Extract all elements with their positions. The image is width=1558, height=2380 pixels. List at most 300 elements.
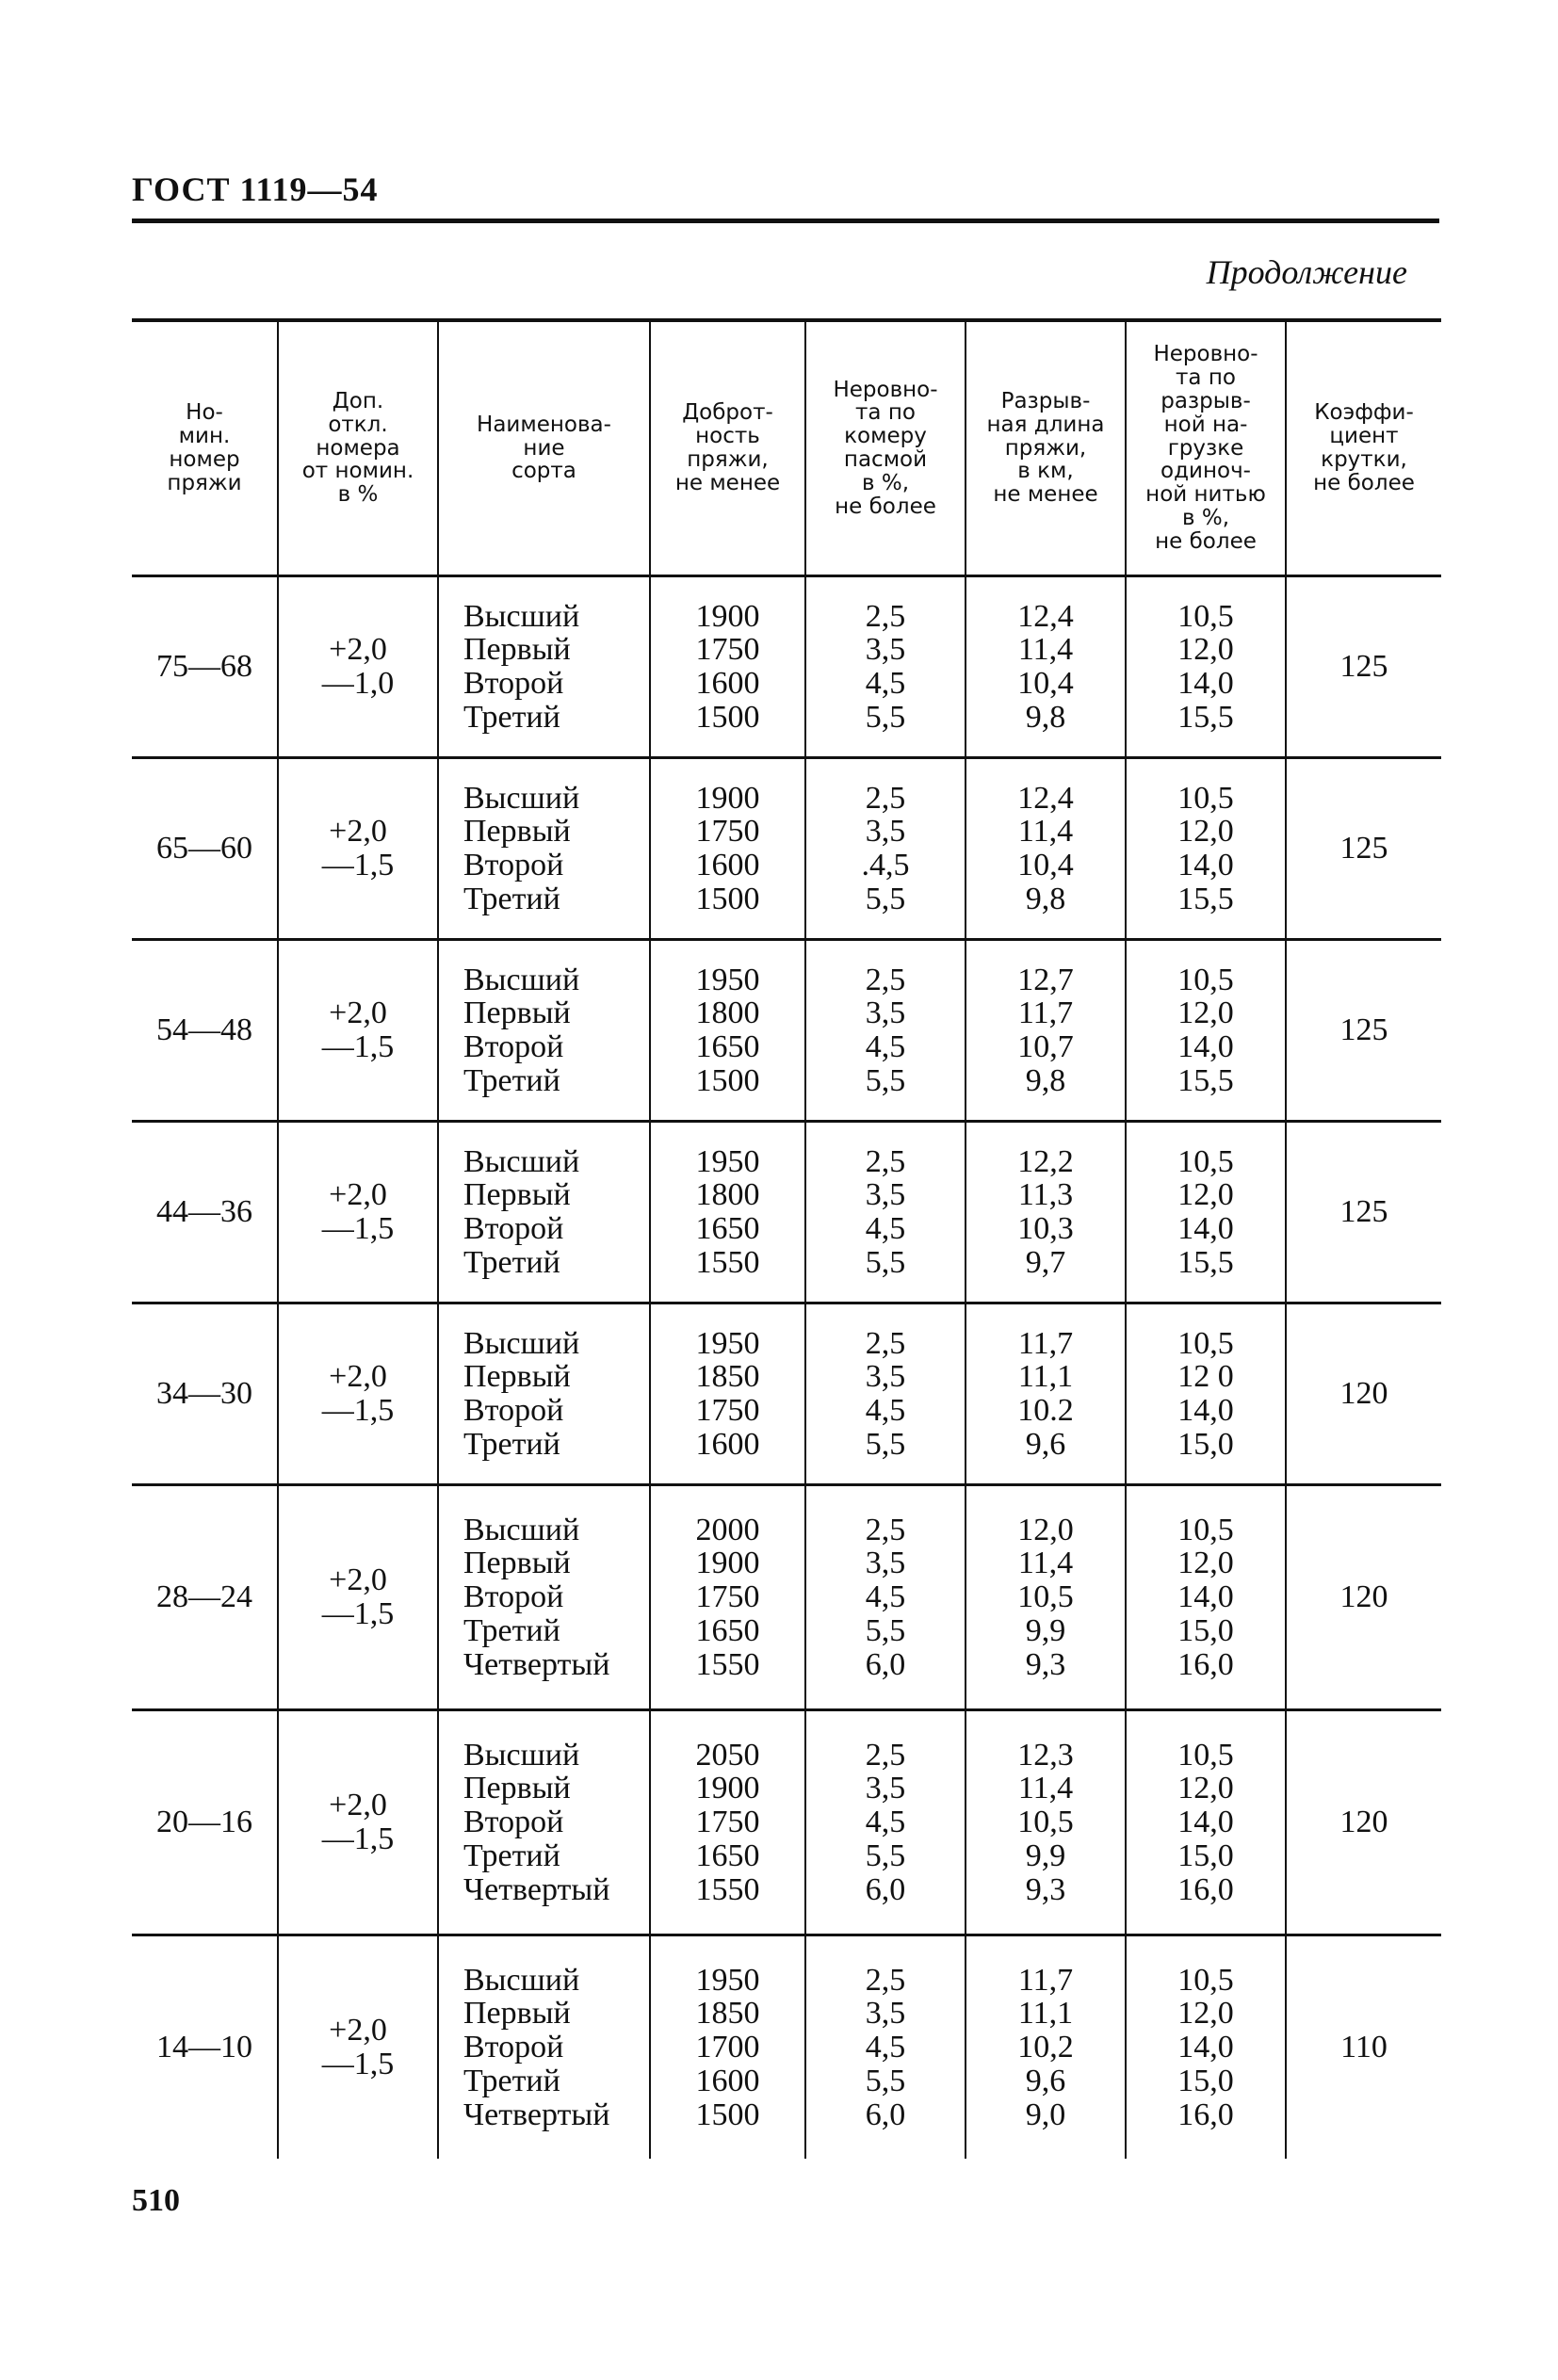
cell-line: 10,5 xyxy=(1177,598,1234,634)
cell-line: 10,5 xyxy=(1177,962,1234,997)
cell-line: 5,5 xyxy=(865,881,906,916)
cell-line: Второй xyxy=(463,1579,564,1615)
cell-line: Первый xyxy=(463,1771,571,1806)
cell-line: пряжи xyxy=(167,470,242,495)
page-number: 510 xyxy=(132,2183,180,2218)
nominal-cell: 14—10 xyxy=(156,2030,252,2065)
cell-line: 14,0 xyxy=(1177,2030,1234,2065)
cell-line: 14,0 xyxy=(1177,1211,1234,1246)
cell-line: +2,0 xyxy=(329,996,387,1031)
cell-line: 10,5 xyxy=(1177,1962,1234,1998)
unevenness-skein-cell xyxy=(805,940,966,1122)
cell-line: 10,2 xyxy=(1017,2030,1074,2065)
cell-line: 11,7 xyxy=(1017,996,1074,1031)
unevenness-single-cell xyxy=(1126,940,1286,1122)
cell-line: +2,0 xyxy=(329,814,387,850)
cell-line: 3,5 xyxy=(865,1771,906,1806)
table-header-row xyxy=(132,320,1441,576)
cell-line: пасмой xyxy=(843,447,928,472)
nominal-cell: 44—36 xyxy=(156,1194,252,1230)
cell-line: 2000 xyxy=(695,1512,760,1547)
quality-cell xyxy=(650,1122,805,1303)
cell-line: 9,7 xyxy=(1025,1244,1066,1280)
cell-line: 2,5 xyxy=(865,1737,906,1773)
cell-line: 1500 xyxy=(695,2097,760,2132)
quality-cell xyxy=(650,1710,805,1935)
cell-line: Доброт- xyxy=(682,400,773,426)
cell-line: 5,5 xyxy=(865,1062,906,1098)
cell-line: 1700 xyxy=(695,2030,760,2065)
cell-line: 2,5 xyxy=(865,598,906,634)
cell-line: Высший xyxy=(463,1325,580,1361)
header-rule xyxy=(132,219,1439,223)
nominal-cell: 20—16 xyxy=(156,1805,252,1840)
cell-line: +2,0 xyxy=(329,1359,387,1395)
cell-line: 9,6 xyxy=(1025,2063,1066,2098)
cell-line: 11,4 xyxy=(1017,814,1074,850)
cell-line: 1750 xyxy=(695,632,760,668)
cell-line: 10.2 xyxy=(1017,1393,1074,1428)
header-grade xyxy=(438,320,650,576)
cell-line: 1850 xyxy=(695,1996,760,2032)
cell-line: 16,0 xyxy=(1177,2097,1234,2132)
twist-cell: 110 xyxy=(1286,1935,1441,2160)
breaking-length-cell xyxy=(966,1935,1126,2160)
unevenness-skein-cell xyxy=(805,1710,966,1935)
quality-cell xyxy=(650,758,805,940)
unevenness-single-cell xyxy=(1126,1485,1286,1710)
cell-line: Четвертый xyxy=(463,2097,610,2132)
cell-line: 5,5 xyxy=(865,1244,906,1280)
header-nominal xyxy=(132,320,278,576)
unevenness-single-cell xyxy=(1126,1122,1286,1303)
cell-line: 4,5 xyxy=(865,1211,906,1246)
unevenness-skein-cell xyxy=(805,1485,966,1710)
twist-cell: 120 xyxy=(1286,1485,1441,1710)
cell-line: ние xyxy=(523,435,565,461)
breaking-length-cell xyxy=(966,1485,1126,1710)
cell-line: 12,0 xyxy=(1177,1546,1234,1581)
cell-line: 15,0 xyxy=(1177,2063,1234,2098)
cell-line: 1550 xyxy=(695,1244,760,1280)
cell-line: 11,3 xyxy=(1017,1177,1074,1213)
cell-line: —1,5 xyxy=(321,1596,395,1631)
grade-cell xyxy=(438,1485,650,1710)
cell-line: Высший xyxy=(463,962,580,997)
twist-cell: 120 xyxy=(1286,1303,1441,1485)
cell-line: 11,4 xyxy=(1017,1771,1074,1806)
cell-line: разрыв- xyxy=(1160,388,1251,413)
cell-line: не более xyxy=(1313,470,1415,495)
unevenness-skein-cell xyxy=(805,758,966,940)
cell-line: 2,5 xyxy=(865,780,906,816)
cell-line: Неровно- xyxy=(833,377,938,402)
grade-cell xyxy=(438,1710,650,1935)
cell-line: 1600 xyxy=(695,2063,760,2098)
cell-line: Первый xyxy=(463,632,571,668)
cell-line: 1600 xyxy=(695,848,760,882)
cell-line: 15,5 xyxy=(1177,699,1234,735)
header-unevenness-single xyxy=(1126,320,1286,576)
cell-line: 12 0 xyxy=(1177,1359,1234,1395)
cell-line: в %, xyxy=(1181,506,1230,531)
cell-line: Второй xyxy=(463,1393,564,1428)
cell-line: 2,5 xyxy=(865,962,906,997)
cell-line: Второй xyxy=(463,1805,564,1840)
cell-line: номера xyxy=(316,435,400,461)
cell-line: 2,5 xyxy=(865,1512,906,1547)
cell-line: Доп. xyxy=(332,388,384,413)
cell-line: грузке xyxy=(1167,435,1244,461)
unevenness-single-cell xyxy=(1126,576,1286,758)
table-row xyxy=(132,1485,1441,1710)
header-tolerance xyxy=(278,320,438,576)
cell-line: 12,2 xyxy=(1017,1143,1074,1179)
cell-line: 10,5 xyxy=(1177,780,1234,816)
unevenness-single-cell xyxy=(1126,1935,1286,2160)
cell-line: 10,5 xyxy=(1177,1737,1234,1773)
cell-line: 1950 xyxy=(695,1143,760,1179)
cell-line: 1950 xyxy=(695,1325,760,1361)
cell-line: 11,4 xyxy=(1017,1546,1074,1581)
breaking-length-cell xyxy=(966,1122,1126,1303)
cell-line: 15,5 xyxy=(1177,1244,1234,1280)
cell-line: 3,5 xyxy=(865,1359,906,1395)
cell-line: ной на- xyxy=(1163,412,1248,437)
cell-line: Первый xyxy=(463,1359,571,1395)
cell-line: 15,5 xyxy=(1177,881,1234,916)
cell-line: 1650 xyxy=(695,1029,760,1064)
cell-line: 10,4 xyxy=(1017,848,1074,882)
cell-line: 9,8 xyxy=(1025,881,1066,916)
cell-line: Первый xyxy=(463,814,571,850)
tolerance-cell xyxy=(278,1485,438,1710)
cell-line: Высший xyxy=(463,1962,580,1998)
cell-line: 1600 xyxy=(695,666,760,701)
cell-line: сорта xyxy=(511,459,576,484)
cell-line: Коэффи- xyxy=(1314,400,1414,426)
cell-line: 4,5 xyxy=(865,1579,906,1615)
cell-line: 11,7 xyxy=(1017,1962,1074,1998)
cell-line: Первый xyxy=(463,1546,571,1581)
cell-line: ность xyxy=(695,424,760,449)
header-twist xyxy=(1286,320,1441,576)
cell-line: —1,0 xyxy=(321,666,395,701)
cell-line: 15,0 xyxy=(1177,1612,1234,1648)
cell-line: Второй xyxy=(463,1211,564,1246)
header-unevenness-skein xyxy=(805,320,966,576)
cell-line: Высший xyxy=(463,780,580,816)
cell-line: 16,0 xyxy=(1177,1646,1234,1682)
table-row xyxy=(132,1303,1441,1485)
tolerance-cell xyxy=(278,576,438,758)
tolerance-cell xyxy=(278,1122,438,1303)
tolerance-cell xyxy=(278,1303,438,1485)
cell-line: 1500 xyxy=(695,1062,760,1098)
grade-cell xyxy=(438,1303,650,1485)
cell-line: —1,5 xyxy=(321,2047,395,2081)
cell-line: 5,5 xyxy=(865,1426,906,1462)
unevenness-skein-cell xyxy=(805,576,966,758)
cell-line: не более xyxy=(835,494,936,519)
cell-line: 2,5 xyxy=(865,1325,906,1361)
cell-line: 1900 xyxy=(695,1546,760,1581)
cell-line: Но- xyxy=(186,400,223,426)
cell-line: 5,5 xyxy=(865,699,906,735)
cell-line: Третий xyxy=(463,1062,560,1098)
cell-line: 5,5 xyxy=(865,2063,906,2098)
cell-line: 1650 xyxy=(695,1612,760,1648)
cell-line: 14,0 xyxy=(1177,666,1234,701)
cell-line: 1900 xyxy=(695,780,760,816)
cell-line: Второй xyxy=(463,848,564,882)
unevenness-single-cell xyxy=(1126,758,1286,940)
cell-line: 3,5 xyxy=(865,1546,906,1581)
cell-line: 1500 xyxy=(695,881,760,916)
cell-line: номер xyxy=(169,447,240,472)
cell-line: 4,5 xyxy=(865,1029,906,1064)
cell-line: 1750 xyxy=(695,1805,760,1840)
nominal-cell: 28—24 xyxy=(156,1579,252,1615)
cell-line: 1550 xyxy=(695,1871,760,1907)
cell-line: 10,5 xyxy=(1017,1579,1074,1615)
cell-line: 15,5 xyxy=(1177,1062,1234,1098)
cell-line: 1600 xyxy=(695,1426,760,1462)
cell-line: Второй xyxy=(463,2030,564,2065)
cell-line: —1,5 xyxy=(321,1821,395,1856)
cell-line: та по xyxy=(855,400,916,426)
cell-line: одиноч- xyxy=(1160,459,1251,484)
cell-line: 1800 xyxy=(695,996,760,1031)
cell-line: 14,0 xyxy=(1177,1579,1234,1615)
cell-line: 3,5 xyxy=(865,1177,906,1213)
cell-line: 3,5 xyxy=(865,1996,906,2032)
cell-line: 1750 xyxy=(695,814,760,850)
cell-line: 5,5 xyxy=(865,1838,906,1873)
page-header: ГОСТ 1119—54 xyxy=(132,170,379,208)
cell-line: 15,0 xyxy=(1177,1426,1234,1462)
cell-line: не менее xyxy=(674,470,781,495)
table-row xyxy=(132,1122,1441,1303)
cell-line: +2,0 xyxy=(329,1562,387,1598)
quality-cell xyxy=(650,940,805,1122)
unevenness-skein-cell xyxy=(805,1935,966,2160)
cell-line: циент xyxy=(1329,424,1399,449)
grade-cell xyxy=(438,576,650,758)
table-row xyxy=(132,758,1441,940)
cell-line: 14,0 xyxy=(1177,1393,1234,1428)
cell-line: 9,3 xyxy=(1025,1871,1066,1907)
twist-cell: 125 xyxy=(1286,758,1441,940)
cell-line: не более xyxy=(1155,528,1257,554)
table-row xyxy=(132,1935,1441,2160)
cell-line: Высший xyxy=(463,1512,580,1547)
cell-line: 5,5 xyxy=(865,1612,906,1648)
quality-cell xyxy=(650,1935,805,2160)
cell-line: Четвертый xyxy=(463,1871,610,1907)
cell-line: Четвертый xyxy=(463,1646,610,1682)
cell-line: 2,5 xyxy=(865,1143,906,1179)
cell-line: 10,5 xyxy=(1017,1805,1074,1840)
cell-line: 1750 xyxy=(695,1393,760,1428)
cell-line: ная длина xyxy=(986,412,1105,437)
breaking-length-cell xyxy=(966,576,1126,758)
cell-line: 1650 xyxy=(695,1211,760,1246)
breaking-length-cell xyxy=(966,940,1126,1122)
cell-line: 9,8 xyxy=(1025,1062,1066,1098)
cell-line: комеру xyxy=(844,424,927,449)
cell-line: Второй xyxy=(463,1029,564,1064)
cell-line: +2,0 xyxy=(329,1788,387,1823)
grade-cell xyxy=(438,940,650,1122)
cell-line: крутки, xyxy=(1321,447,1407,472)
cell-line: +2,0 xyxy=(329,2013,387,2048)
cell-line: пряжи, xyxy=(687,447,769,472)
tolerance-cell xyxy=(278,940,438,1122)
breaking-length-cell xyxy=(966,758,1126,940)
cell-line: 12,3 xyxy=(1017,1737,1074,1773)
cell-line: 9,8 xyxy=(1025,699,1066,735)
grade-cell xyxy=(438,1935,650,2160)
cell-line: Высший xyxy=(463,598,580,634)
cell-line: 12,0 xyxy=(1177,1177,1234,1213)
cell-line: 14,0 xyxy=(1177,1805,1234,1840)
cell-line: 10,5 xyxy=(1177,1512,1234,1547)
cell-line: 14,0 xyxy=(1177,1029,1234,1064)
cell-line: та по xyxy=(1176,365,1236,391)
cell-line: Первый xyxy=(463,996,571,1031)
cell-line: 11,1 xyxy=(1017,1359,1074,1395)
tolerance-cell xyxy=(278,1935,438,2160)
quality-cell xyxy=(650,1303,805,1485)
cell-line: в % xyxy=(337,482,379,508)
cell-line: 11,4 xyxy=(1017,632,1074,668)
cell-line: 12,0 xyxy=(1177,814,1234,850)
table-row xyxy=(132,576,1441,758)
cell-line: 10,7 xyxy=(1017,1029,1074,1064)
nominal-cell: 34—30 xyxy=(156,1376,252,1412)
cell-line: +2,0 xyxy=(329,1177,387,1213)
cell-line: 4,5 xyxy=(865,2030,906,2065)
cell-line: 10,3 xyxy=(1017,1211,1074,1246)
cell-line: 10,5 xyxy=(1177,1143,1234,1179)
cell-line: 9,6 xyxy=(1025,1426,1066,1462)
cell-line: —1,5 xyxy=(321,848,395,882)
cell-line: Третий xyxy=(463,1244,560,1280)
cell-line: 6,0 xyxy=(865,1871,906,1907)
cell-line: мин. xyxy=(178,424,231,449)
cell-line: +2,0 xyxy=(329,632,387,668)
continuation-label: Продолжение xyxy=(1206,253,1407,291)
cell-line: Третий xyxy=(463,699,560,735)
cell-line: 1550 xyxy=(695,1646,760,1682)
cell-line: 9,9 xyxy=(1025,1838,1066,1873)
cell-line: 12,4 xyxy=(1017,598,1074,634)
unevenness-skein-cell xyxy=(805,1303,966,1485)
cell-line: 12,0 xyxy=(1017,1512,1074,1547)
twist-cell: 125 xyxy=(1286,576,1441,758)
cell-line: Третий xyxy=(463,2063,560,2098)
unevenness-single-cell xyxy=(1126,1710,1286,1935)
cell-line: 1500 xyxy=(695,699,760,735)
cell-line: 1750 xyxy=(695,1579,760,1615)
cell-line: Третий xyxy=(463,1426,560,1462)
grade-cell xyxy=(438,758,650,940)
cell-line: —1,5 xyxy=(321,1211,395,1246)
cell-line: .4,5 xyxy=(861,848,910,882)
cell-line: не менее xyxy=(993,482,1098,508)
header-breaking-length xyxy=(966,320,1126,576)
cell-line: 12,0 xyxy=(1177,1996,1234,2032)
cell-line: пряжи, xyxy=(1004,435,1087,461)
unevenness-single-cell xyxy=(1126,1303,1286,1485)
cell-line: 10,5 xyxy=(1177,1325,1234,1361)
cell-line: 9,0 xyxy=(1025,2097,1066,2132)
cell-line: 4,5 xyxy=(865,666,906,701)
twist-cell: 120 xyxy=(1286,1710,1441,1935)
cell-line: Третий xyxy=(463,881,560,916)
cell-line: в %, xyxy=(861,470,910,495)
cell-line: 12,4 xyxy=(1017,780,1074,816)
cell-line: 12,0 xyxy=(1177,1771,1234,1806)
twist-cell: 125 xyxy=(1286,1122,1441,1303)
cell-line: —1,5 xyxy=(321,1029,395,1064)
table-row xyxy=(132,940,1441,1122)
cell-line: в км, xyxy=(1017,459,1074,484)
cell-line: 3,5 xyxy=(865,814,906,850)
header-quality xyxy=(650,320,805,576)
nominal-cell: 54—48 xyxy=(156,1012,252,1048)
cell-line: Третий xyxy=(463,1612,560,1648)
tolerance-cell xyxy=(278,758,438,940)
quality-cell xyxy=(650,576,805,758)
table-row xyxy=(132,1710,1441,1935)
cell-line: 1800 xyxy=(695,1177,760,1213)
cell-line: 12,0 xyxy=(1177,632,1234,668)
cell-line: 11,7 xyxy=(1017,1325,1074,1361)
cell-line: 6,0 xyxy=(865,1646,906,1682)
cell-line: Наименова- xyxy=(477,412,611,437)
cell-line: Высший xyxy=(463,1143,580,1179)
cell-line: 16,0 xyxy=(1177,1871,1234,1907)
cell-line: 10,4 xyxy=(1017,666,1074,701)
cell-line: 9,9 xyxy=(1025,1612,1066,1648)
breaking-length-cell xyxy=(966,1710,1126,1935)
cell-line: 1900 xyxy=(695,598,760,634)
cell-line: 14,0 xyxy=(1177,848,1234,882)
breaking-length-cell xyxy=(966,1303,1126,1485)
cell-line: 3,5 xyxy=(865,996,906,1031)
cell-line: 4,5 xyxy=(865,1805,906,1840)
cell-line: Разрыв- xyxy=(1000,388,1091,413)
cell-line: откл. xyxy=(328,412,388,437)
cell-line: 6,0 xyxy=(865,2097,906,2132)
cell-line: 12,7 xyxy=(1017,962,1074,997)
cell-line: 12,0 xyxy=(1177,996,1234,1031)
unevenness-skein-cell xyxy=(805,1122,966,1303)
cell-line: 1950 xyxy=(695,962,760,997)
cell-line: Высший xyxy=(463,1737,580,1773)
nominal-cell: 65—60 xyxy=(156,831,252,866)
quality-cell xyxy=(650,1485,805,1710)
cell-line: 15,0 xyxy=(1177,1838,1234,1873)
cell-line: 4,5 xyxy=(865,1393,906,1428)
yarn-specs-table xyxy=(132,318,1441,2159)
cell-line: 1950 xyxy=(695,1962,760,1998)
cell-line: 1850 xyxy=(695,1359,760,1395)
cell-line: Неровно- xyxy=(1153,342,1258,367)
cell-line: от номин. xyxy=(301,459,414,484)
